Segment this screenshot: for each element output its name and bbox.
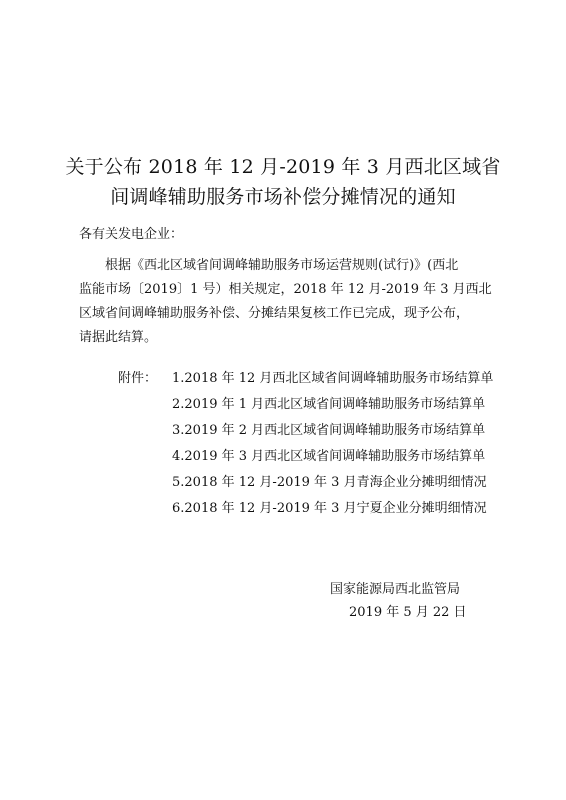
body-paragraph: [79, 254, 497, 350]
issue-date: 2019 年 5 月 22 日: [349, 605, 467, 620]
attachment-text: 1.2018 年 12 月西北区域省间调峰辅助服务市场结算单: [172, 371, 494, 386]
attachment-item: [118, 418, 493, 444]
title-line-2: 间调峰辅助服务市场补偿分摊情况的通知: [110, 186, 456, 208]
attachments-list: [118, 366, 493, 522]
salutation: 各有关发电企业：: [79, 227, 184, 242]
attachment-text: 3.2019 年 2 月西北区域省间调峰辅助服务市场结算单: [172, 423, 486, 438]
body-line: 区域省间调峰辅助服务补偿、分摊结果复核工作已完成，现予公布，: [79, 306, 470, 321]
attachment-text: 5.2018 年 12 月-2019 年 3 月青海企业分摊明细情况: [172, 475, 487, 490]
title-line-1: 关于公布 2018 年 12 月-2019 年 3 月西北区域省: [65, 156, 501, 178]
attachment-item: [118, 496, 493, 522]
attachment-item: [118, 366, 493, 392]
document-title: [0, 152, 566, 212]
attachment-text: 6.2018 年 12 月-2019 年 3 月宁夏企业分摊明细情况: [172, 501, 487, 516]
attachments-label: 附件：: [118, 371, 158, 386]
body-line: 请据此结算。: [79, 330, 158, 345]
attachment-item: [118, 470, 493, 496]
issuer-name: 国家能源局西北监管局: [330, 582, 461, 597]
attachment-text: 2.2019 年 1 月西北区域省间调峰辅助服务市场结算单: [172, 397, 486, 412]
body-line: 根据《西北区域省间调峰辅助服务市场运营规则(试行)》(西北: [105, 258, 459, 273]
body-line: 监能市场〔2019〕1 号）相关规定，2018 年 12 月-2019 年 3 月西北: [79, 282, 492, 297]
attachment-item: [118, 444, 493, 470]
attachment-text: 4.2019 年 3 月西北区域省间调峰辅助服务市场结算单: [172, 449, 486, 464]
attachment-item: [118, 392, 493, 418]
